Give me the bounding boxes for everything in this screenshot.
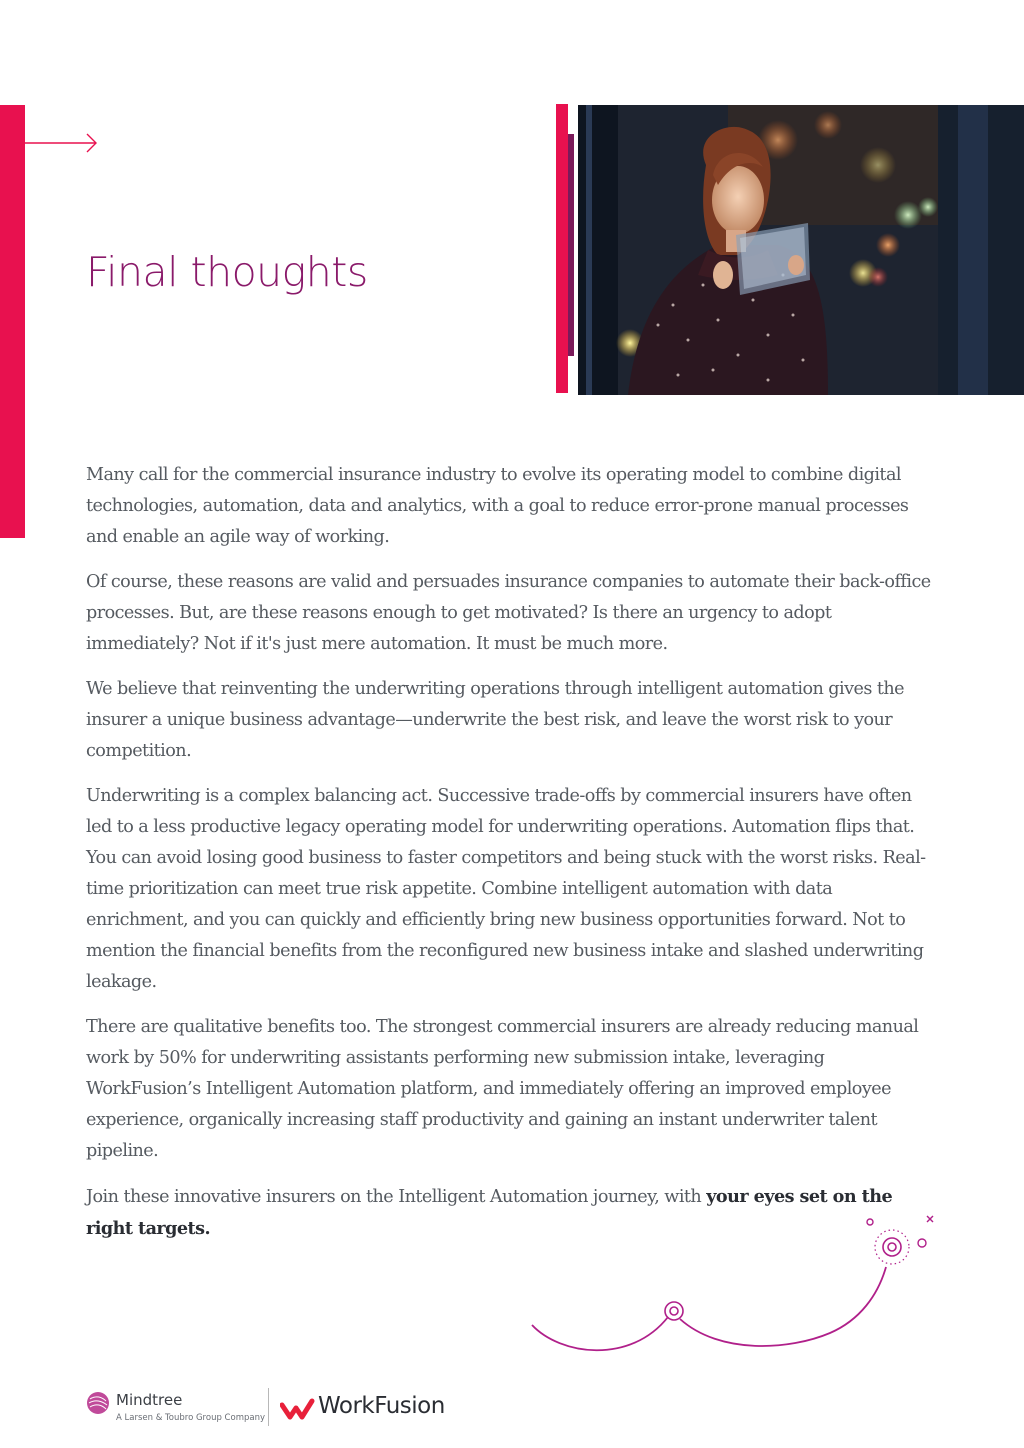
arrow-right-icon	[25, 132, 99, 154]
closing-emphasis: your eyes set on the right targets.	[86, 1186, 893, 1239]
workfusion-name: WorkFusion	[318, 1393, 445, 1419]
mindtree-name: Mindtree	[116, 1391, 183, 1409]
paragraph: There are qualitative benefits too. The strongest commercial insurers are already reducing manual work by 50% for underwriting assistants performing new submission intake, leveraging WorkFusion’s Intelligent Automation platform, and immediately offering an improved employee experience, organically increasing staff productivity and gaining an instant underwriter talent pipeline.	[86, 1017, 919, 1161]
target-icon	[875, 1230, 909, 1264]
target-icon	[665, 1302, 683, 1320]
paragraph: Many call for the commercial insurance industry to evolve its operating model to combine digital technologies, automation, data and analytics, with a goal to reduce error-prone manual processes and enable an agile way of working.	[86, 465, 909, 547]
paragraph: We believe that reinventing the underwriting operations through intelligent automation gives the insurer a unique business advantage—underwrite the best risk, and leave the worst risk to your competition.	[86, 679, 905, 761]
mindtree-logo	[86, 1391, 110, 1415]
workfusion-logo	[280, 1397, 316, 1421]
close-icon	[927, 1216, 933, 1222]
logo-divider	[268, 1388, 269, 1426]
accent-bar	[0, 105, 25, 538]
closing-text: Join these innovative insurers on the Intelligent Automation journey, with	[86, 1187, 707, 1207]
photo-accent-stripe	[556, 104, 568, 393]
footer-logos	[86, 1388, 506, 1430]
paragraph: Underwriting is a complex balancing act. Successive trade-offs by commercial insurers have often led to a less productive legacy operating model for underwriting operations. Automation flips that. You can avoid losing good business to faster competitors and being stuck with the worst risks. Real-time prioritization can meet true risk appetite. Combine intelligent automation with data enrichment, and you can quickly and efficiently bring new business opportunities forward. Not to mention the financial benefits from the reconfigured new business intake and slashed underwriting leakage.	[86, 786, 926, 992]
hero-photo	[578, 105, 1024, 395]
paragraph: Of course, these reasons are valid and persuades insurance companies to automate their back-office processes. But, are these reasons enough to get motivated? Is there an urgency to adopt immediately? Not if it's just mere automation. It must be much more.	[86, 572, 931, 654]
page-title: Final thoughts	[86, 248, 368, 296]
body-text	[86, 460, 936, 1259]
photo-accent-stripe-inner	[568, 134, 574, 356]
mindtree-tagline: A Larsen & Toubro Group Company	[116, 1413, 265, 1423]
target-journey-decoration	[520, 1205, 950, 1365]
